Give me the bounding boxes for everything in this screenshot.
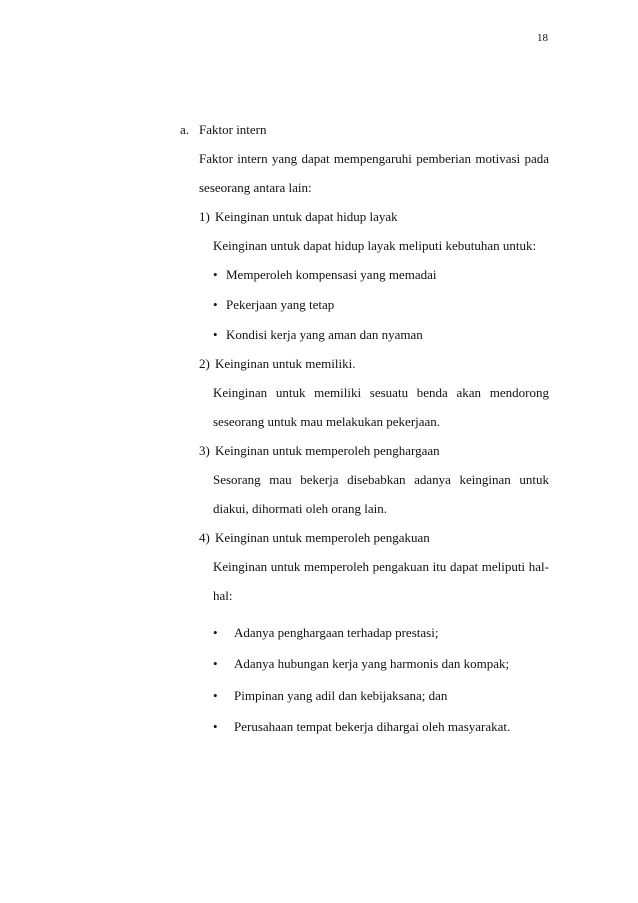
word: pemberian bbox=[416, 151, 472, 166]
word: mau bbox=[269, 472, 292, 487]
item-4-body-line-1 bbox=[213, 559, 549, 575]
page-number: 18 bbox=[537, 32, 548, 44]
item-1-bullet-1: Memperoleh kompensasi yang memadai bbox=[226, 267, 437, 282]
word: Sesorang bbox=[213, 472, 261, 487]
item-4-bullet-1: Adanya penghargaan terhadap prestasi; bbox=[234, 625, 439, 640]
word: motivasi bbox=[475, 151, 521, 166]
item-2-number: 2) bbox=[199, 356, 210, 371]
word: disebabkan bbox=[347, 472, 406, 487]
bullet-icon: • bbox=[213, 625, 218, 640]
bullet-icon: • bbox=[213, 297, 218, 312]
bullet-icon: • bbox=[213, 327, 218, 342]
word: benda bbox=[416, 385, 448, 400]
word: Keinginan bbox=[213, 385, 268, 400]
word: Faktor bbox=[199, 151, 233, 166]
word: sesuatu bbox=[369, 385, 409, 400]
item-3-body-line-2: diakui, dihormati oleh orang lain. bbox=[213, 501, 388, 516]
item-4-number: 4) bbox=[199, 530, 210, 545]
item-4-bullet-4: Perusahaan tempat bekerja dihargai oleh masyarakat. bbox=[234, 719, 511, 734]
intro-line-2: seseorang antara lain: bbox=[199, 180, 312, 195]
word: dapat bbox=[301, 151, 330, 166]
word: hal- bbox=[528, 559, 549, 574]
item-4-bullet-2: Adanya hubungan kerja yang harmonis dan kompak; bbox=[234, 656, 510, 671]
bullet-icon: • bbox=[213, 656, 218, 671]
item-1-bullet-2: Pekerjaan yang tetap bbox=[226, 297, 335, 312]
word: intern bbox=[237, 151, 268, 166]
item-4-bullet-3: Pimpinan yang adil dan kebijaksana; dan bbox=[234, 688, 448, 703]
word: memiliki bbox=[314, 385, 362, 400]
word: Keinginan bbox=[213, 559, 268, 574]
word: untuk bbox=[270, 559, 301, 574]
word: meliputi bbox=[481, 559, 526, 574]
word: mempengaruhi bbox=[333, 151, 412, 166]
item-4-body-line-2: hal: bbox=[213, 588, 233, 603]
section-marker: a. bbox=[180, 122, 190, 137]
word: memperoleh bbox=[304, 559, 370, 574]
word: bekerja bbox=[300, 472, 339, 487]
item-2-title: Keinginan untuk memiliki. bbox=[215, 356, 356, 371]
item-2-body-line-1 bbox=[213, 385, 549, 401]
item-1-title: Keinginan untuk dapat hidup layak bbox=[215, 209, 398, 224]
item-1-body: Keinginan untuk dapat hidup layak meliputi kebutuhan untuk: bbox=[213, 238, 537, 253]
word: akan bbox=[456, 385, 482, 400]
word: keinginan bbox=[459, 472, 511, 487]
word: untuk bbox=[275, 385, 306, 400]
intro-line-1 bbox=[199, 151, 549, 167]
item-1-number: 1) bbox=[199, 209, 210, 224]
item-1-bullet-3: Kondisi kerja yang aman dan nyaman bbox=[226, 327, 423, 342]
item-2-body-line-2: seseorang untuk mau melakukan pekerjaan. bbox=[213, 414, 441, 429]
bullet-icon: • bbox=[213, 719, 218, 734]
word: pada bbox=[524, 151, 549, 166]
item-4-title: Keinginan untuk memperoleh pengakuan bbox=[215, 530, 430, 545]
word: adanya bbox=[414, 472, 451, 487]
word: dapat bbox=[449, 559, 479, 574]
section-title: Faktor intern bbox=[199, 122, 267, 137]
word: untuk bbox=[519, 472, 549, 487]
bullet-icon: • bbox=[213, 688, 218, 703]
word: mendorong bbox=[489, 385, 549, 400]
bullet-icon: • bbox=[213, 267, 218, 282]
item-3-body-line-1 bbox=[213, 472, 549, 488]
item-3-title: Keinginan untuk memperoleh penghargaan bbox=[215, 443, 440, 458]
word: pengakuan bbox=[372, 559, 429, 574]
item-3-number: 3) bbox=[199, 443, 210, 458]
word: yang bbox=[271, 151, 298, 166]
word: itu bbox=[432, 559, 447, 574]
